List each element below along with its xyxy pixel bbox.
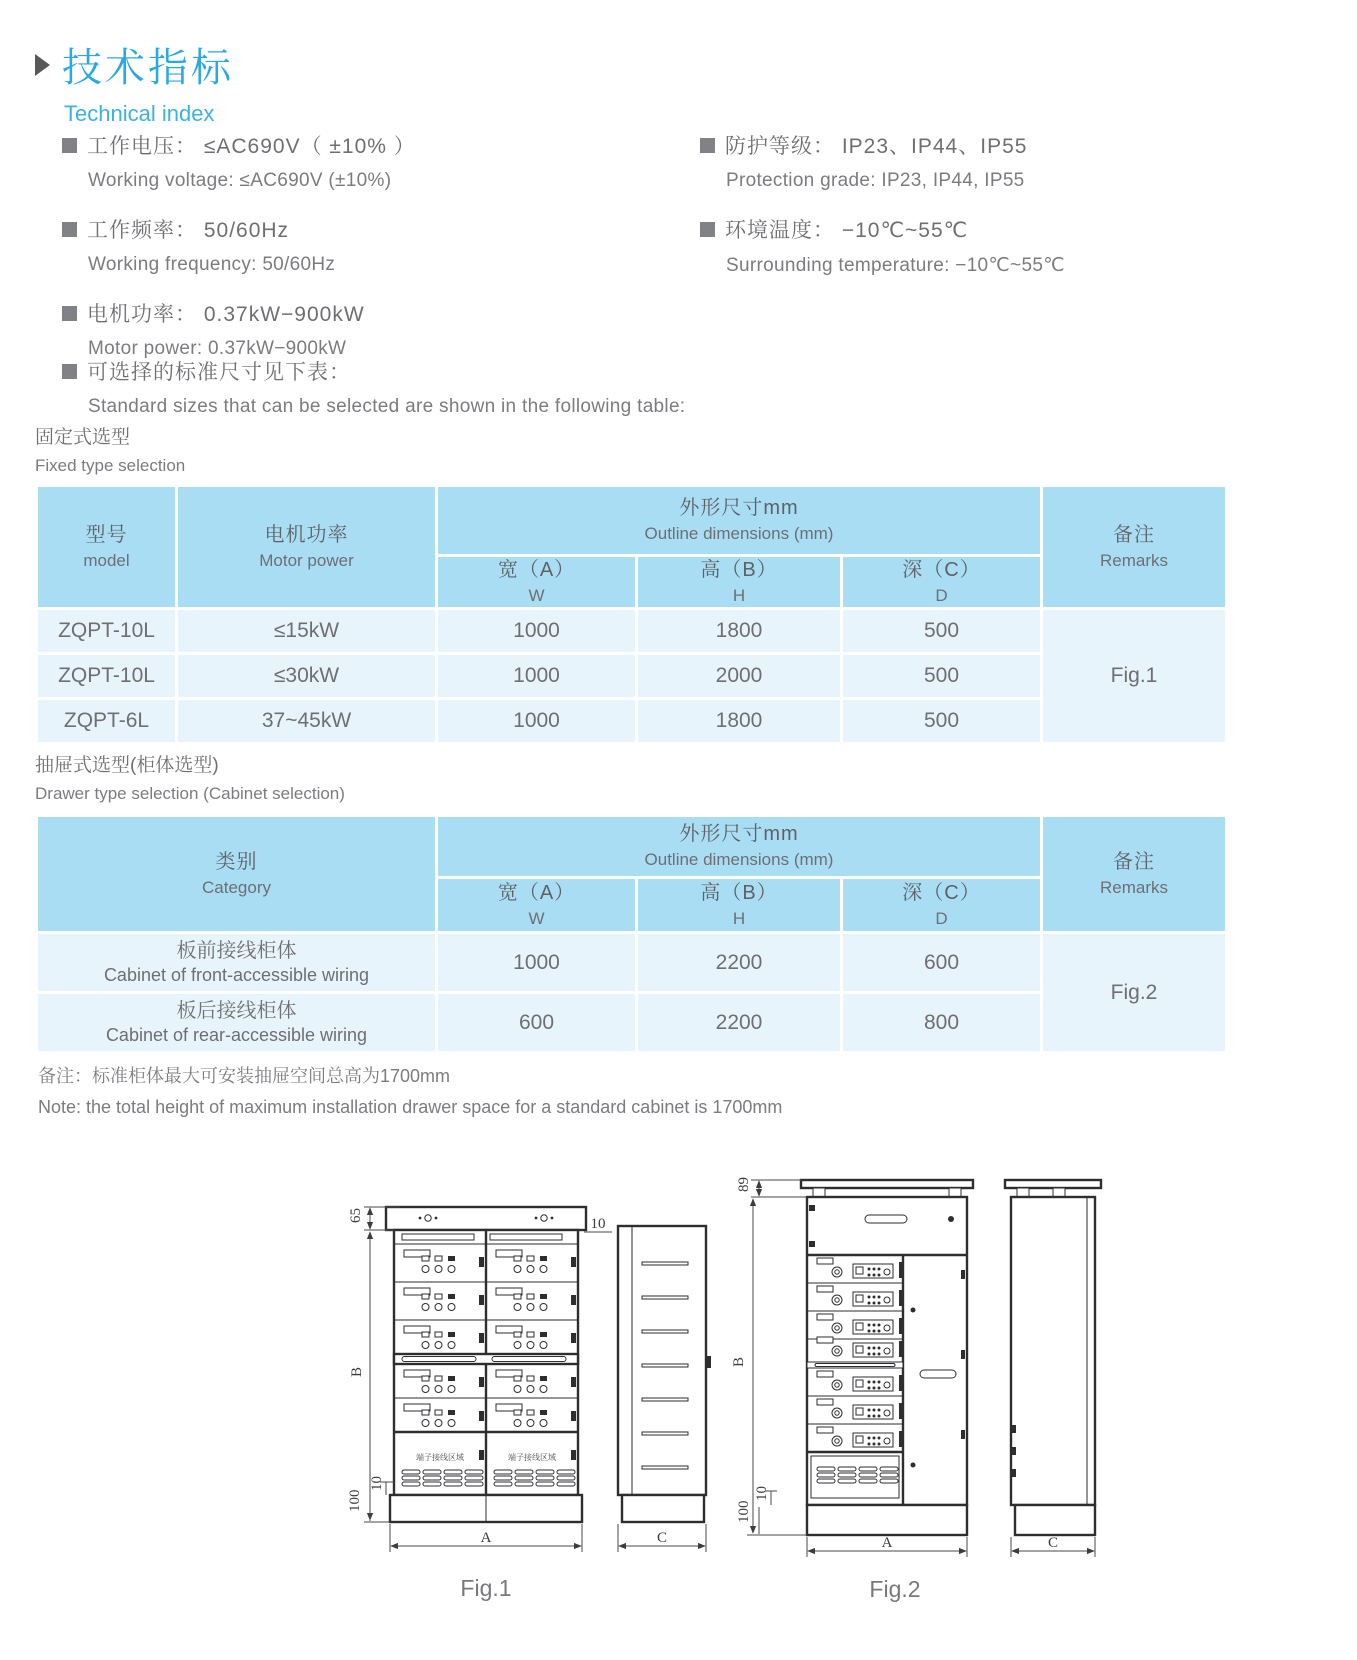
col-header-height: 高（B） H [637,878,842,933]
col-header-outline-dimensions: 外形尺寸mm Outline dimensions (mm) [437,816,1042,878]
height-cell: 2200 [637,933,842,993]
col-header-width: 宽（A） W [437,556,637,609]
depth-cell: 500 [842,654,1042,699]
col-header-remarks: 备注 Remarks [1042,486,1227,609]
fig2-dim-c: C [1047,1535,1059,1551]
square-bullet-icon [62,364,77,379]
spec-ambient-temperature [700,214,1260,277]
section-title-en: Drawer type selection (Cabinet selection) [35,784,345,803]
page-header [35,36,234,127]
footnote-cn: 备注：标准柜体最大可安装抽屉空间总高为1700mm [38,1066,451,1086]
col-header-outline-dimensions: 外形尺寸mm Outline dimensions (mm) [437,486,1042,556]
page-title-cn: 技术指标 [62,46,234,90]
spec-en-text: Standard sizes that can be selected are shown in the following table: [88,396,686,417]
col-header-height: 高（B） H [637,556,842,609]
depth-cell: 500 [842,609,1042,654]
terminal-area-label: 端子接线区域 [508,1453,556,1462]
terminal-area-label: 端子接线区域 [416,1453,464,1462]
spec-working-frequency [62,214,662,276]
fig1-dim-65: 65 [348,1208,364,1223]
model-cell: ZQPT-10L [37,609,177,654]
category-cell: 板后接线柜体 Cabinet of rear-accessible wiring [37,993,437,1053]
table-row [37,609,1227,654]
spec-en-text: Working voltage: ≤AC690V (±10%) [88,170,392,191]
fixed-type-table [35,484,1228,745]
model-cell: ZQPT-10L [37,654,177,699]
section-title-cn: 固定式选型 [35,427,131,448]
spec-list-left [62,130,662,382]
square-bullet-icon [62,306,77,321]
figure-2-drawing [715,1095,1115,1615]
col-header-remarks: 备注 Remarks [1042,816,1227,933]
spec-working-voltage [62,130,662,192]
col-header-motor-power: 电机功率 Motor power [177,486,437,609]
fixed-selection-heading [35,422,185,476]
fig1-dim-100: 100 [347,1489,363,1512]
fig1-dim-c: C [656,1530,668,1546]
power-cell: 37~45kW [177,699,437,744]
square-bullet-icon [62,138,77,153]
figure-2-caption: Fig.2 [869,1576,921,1602]
depth-cell: 800 [842,993,1042,1053]
spec-motor-power [62,298,662,360]
table-footnote [38,1062,782,1127]
model-cell: ZQPT-6L [37,699,177,744]
fig2-dim-89: 89 [736,1177,752,1192]
fig1-dim-10-small: 10 [369,1476,385,1491]
spec-cn-text: 防护等级： IP23、IP44、IP55 [725,135,1028,158]
col-header-width: 宽（A） W [437,878,637,933]
fig2-dim-100: 100 [736,1500,752,1523]
depth-cell: 600 [842,933,1042,993]
section-arrow-icon [35,54,50,76]
spec-en-text: Protection grade: IP23, IP44, IP55 [726,170,1025,191]
spec-cn-text: 工作频率： 50/60Hz [87,219,290,242]
spec-list-right [700,130,1260,299]
width-cell: 1000 [437,609,637,654]
remark-cell: Fig.1 [1042,609,1227,744]
figure-1-caption: Fig.1 [460,1575,512,1601]
fig1-dim-10-top: 10 [590,1216,606,1232]
spec-cn-text: 环境温度： −10℃~55℃ [725,219,969,242]
drawer-selection-heading [35,750,345,804]
spec-en-text: Working frequency: 50/60Hz [88,254,336,275]
fig2-dim-b: B [731,1356,747,1367]
table-row [37,933,1227,993]
figure-1 [340,1140,720,1625]
col-header-depth: 深（C） D [842,556,1042,609]
fig1-dim-a: A [480,1530,492,1546]
drawer-type-table [35,814,1228,1054]
section-title-en: Fixed type selection [35,456,186,475]
power-cell: ≤15kW [177,609,437,654]
square-bullet-icon [700,138,715,153]
figure-1-drawing [340,1140,720,1620]
footnote-en: Note: the total height of maximum installation drawer space for a standard cabinet is 1700mm [38,1097,783,1117]
height-cell: 2000 [637,654,842,699]
col-header-model: 型号 model [37,486,177,609]
fig1-dim-b: B [349,1366,365,1377]
width-cell: 1000 [437,699,637,744]
width-cell: 1000 [437,654,637,699]
width-cell: 600 [437,993,637,1053]
category-cell: 板前接线柜体 Cabinet of front-accessible wiring [37,933,437,993]
height-cell: 1800 [637,609,842,654]
spec-en-text: Motor power: 0.37kW−900kW [88,338,347,359]
spec-protection-grade [700,130,1260,192]
square-bullet-icon [700,222,715,237]
fig2-dim-10: 10 [754,1486,770,1501]
col-header-category: 类别 Category [37,816,437,933]
width-cell: 1000 [437,933,637,993]
height-cell: 1800 [637,699,842,744]
section-title-cn: 抽屉式选型(柜体选型) [35,755,219,776]
power-cell: ≤30kW [177,654,437,699]
page-title-en: Technical index [64,101,215,126]
remark-cell: Fig.2 [1042,933,1227,1053]
col-header-depth: 深（C） D [842,878,1042,933]
fig2-dim-a: A [881,1535,893,1551]
depth-cell: 500 [842,699,1042,744]
figure-2 [715,1095,1115,1620]
square-bullet-icon [62,222,77,237]
spec-cn-text: 电机功率： 0.37kW−900kW [87,303,365,326]
height-cell: 2200 [637,993,842,1053]
spec-en-text: Surrounding temperature: −10℃~55℃ [726,255,1065,276]
spec-cn-text: 工作电压： ≤AC690V（ ±10% ） [87,135,416,158]
spec-cn-text: 可选择的标准尺寸见下表： [87,361,351,384]
